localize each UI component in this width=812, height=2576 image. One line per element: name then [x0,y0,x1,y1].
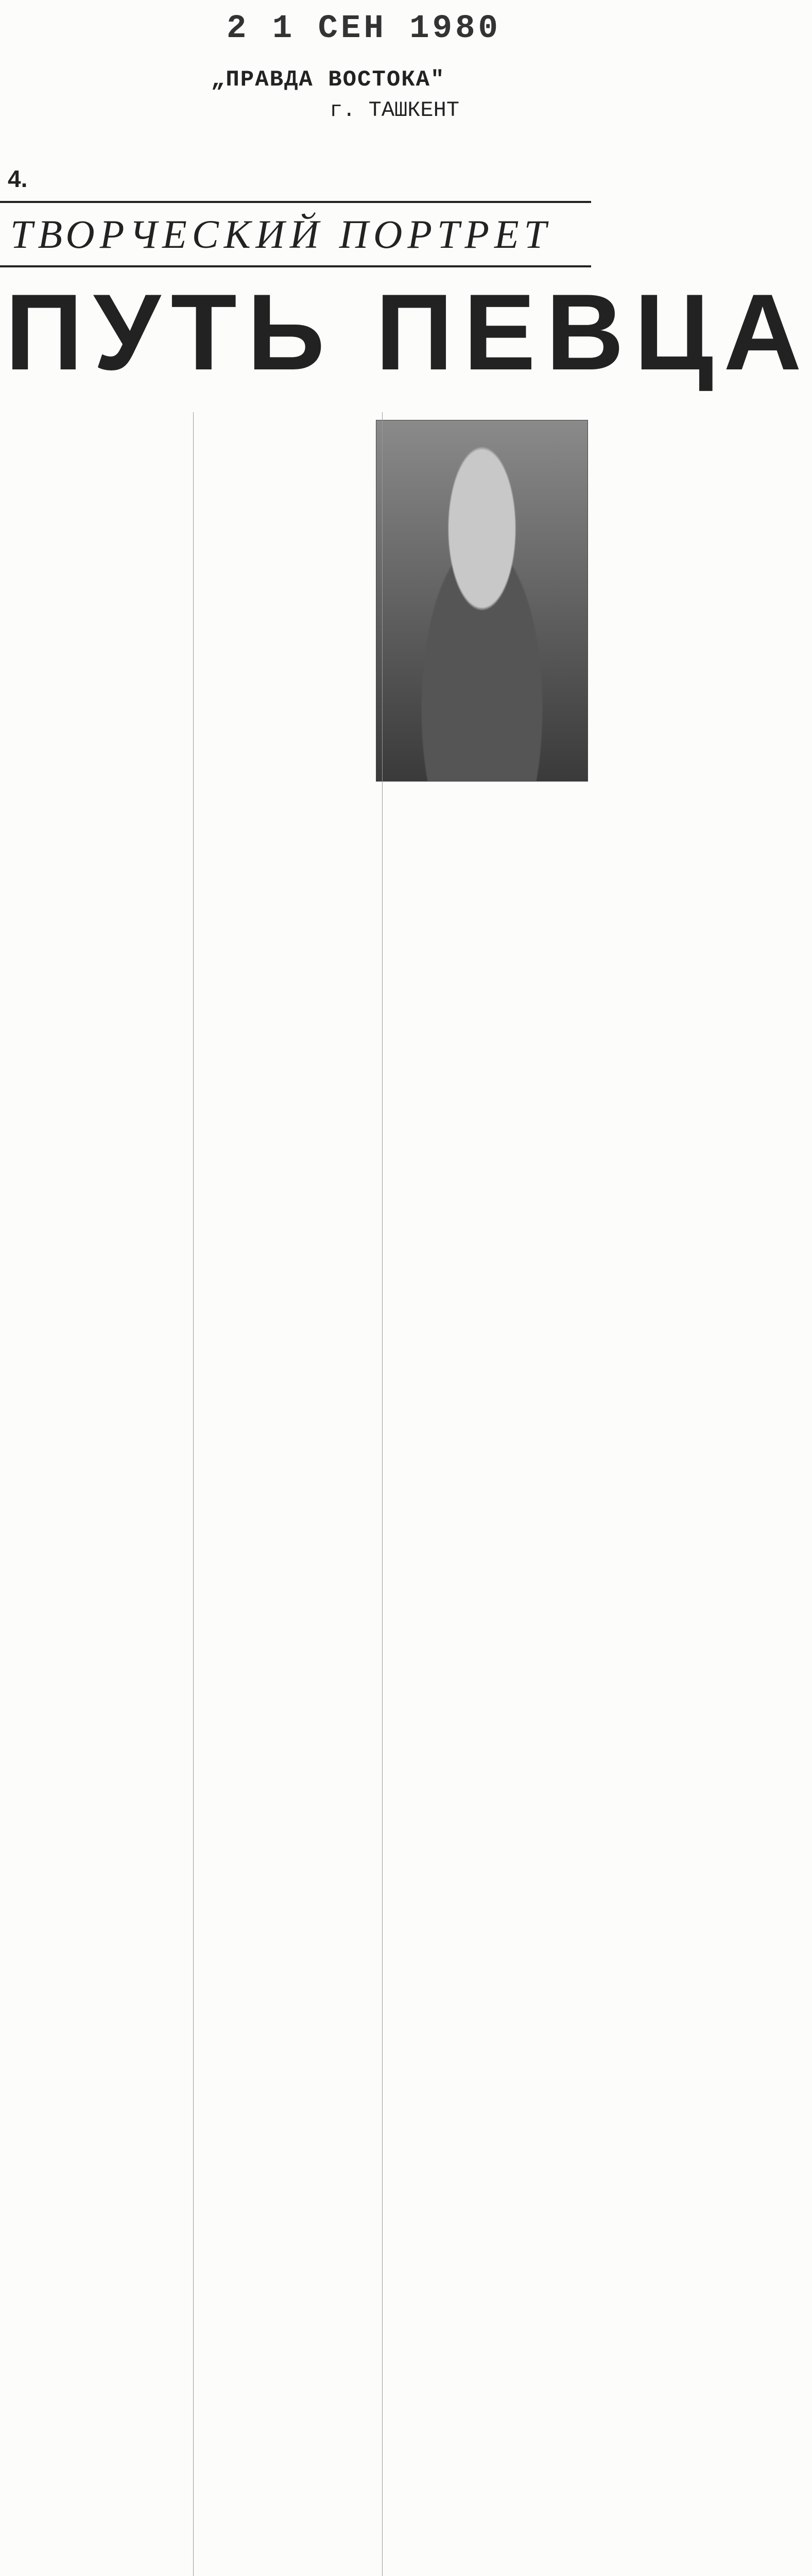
column-divider [193,412,194,2576]
column-3 [386,788,584,2576]
stamp-newspaper: „ПРАВДА ВОСТОКА" [211,67,445,93]
column-divider [382,412,383,2576]
stamp-city: г. ТАШКЕНТ [330,98,460,123]
page-number: 4. [8,165,28,192]
column-2 [198,412,378,2576]
article-title: ПУТЬ ПЕВЦА [5,272,812,393]
column-1 [10,412,191,2576]
stamp-date: 2 1 СЕН 1980 [227,10,501,47]
singer-portrait-photo [376,420,588,782]
rubric-rule [0,265,591,267]
rubric-heading: ТВОРЧЕСКИЙ ПОРТРЕТ [10,212,552,257]
top-rule [0,201,591,203]
